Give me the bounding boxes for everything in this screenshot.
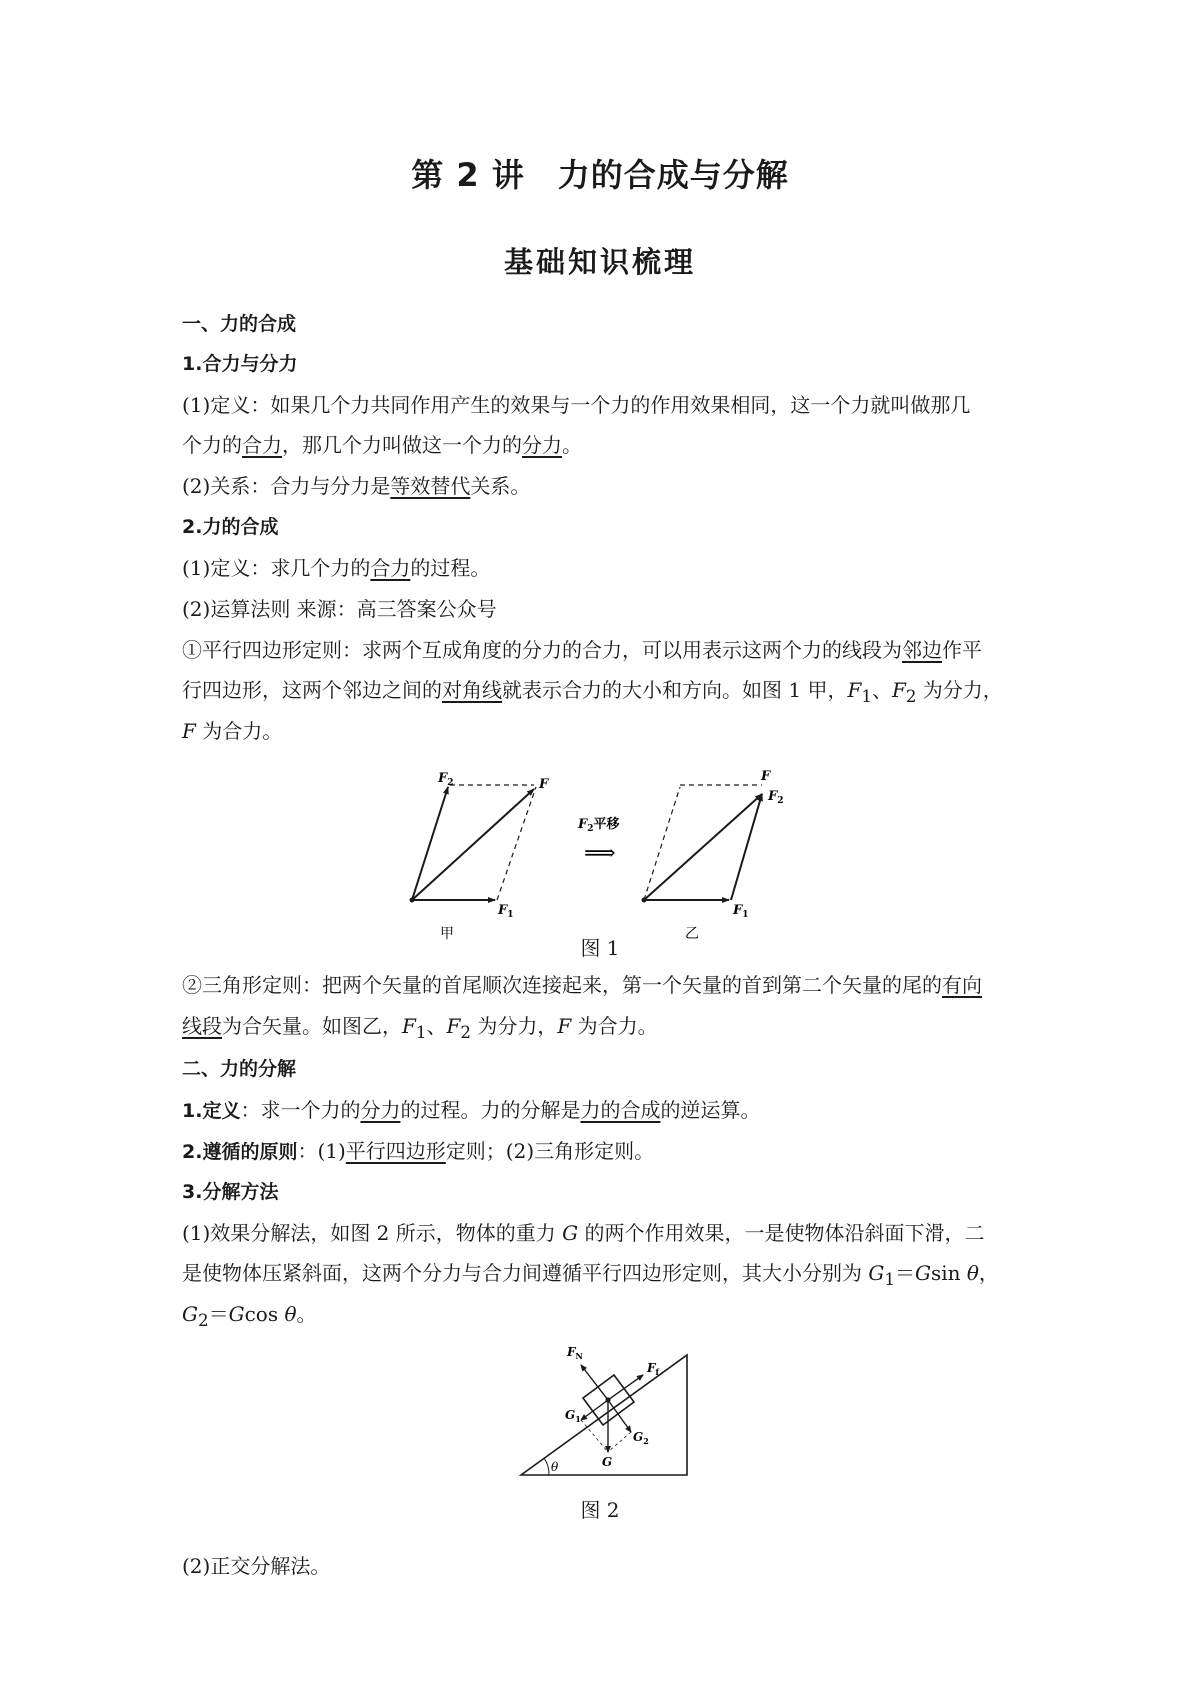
underlined-term: 合力: [370, 556, 411, 580]
underlined-term: 等效替代: [390, 474, 471, 498]
double-arrow-icon: ⟹: [584, 841, 616, 866]
underlined-term: 邻边: [902, 638, 942, 662]
symbol: G: [914, 1261, 931, 1285]
parallelogram-rule-line-3: [182, 717, 1027, 745]
symbol: F: [847, 678, 862, 702]
f2-vector: [731, 794, 762, 900]
text: 作平: [942, 638, 982, 662]
text: 定则；(2)三角形定则。: [445, 1139, 655, 1163]
text: ：(1): [297, 1139, 346, 1163]
subscript: 1: [884, 1270, 895, 1289]
text: 个力的: [182, 433, 242, 457]
text: cos: [244, 1302, 285, 1326]
text: 的过程。力的分解是: [400, 1098, 581, 1122]
subheading-resultant-and-component: 1.合力与分力: [182, 353, 298, 375]
symbol: F: [557, 1014, 572, 1038]
subscript: 1: [861, 687, 872, 706]
parallelogram-rule-line-1: [182, 636, 1027, 664]
parallelogram-jia: [410, 771, 550, 942]
parallelogram-rule-line-2: [182, 676, 1027, 711]
label-f1: $F_1$: [498, 903, 514, 920]
subscript: 1: [415, 1023, 427, 1042]
underlined-term: 力的合成: [580, 1098, 661, 1122]
figure-1-caption: 图 1: [580, 936, 620, 960]
subscript: 2: [460, 1023, 471, 1042]
subheading-composition: 2.力的合成: [182, 516, 279, 538]
definition-line-1: [182, 391, 1027, 419]
g2-component-vector: [608, 1400, 631, 1432]
label-f: F: [761, 769, 771, 784]
text: ，: [978, 1261, 999, 1285]
text: ①平行四边形定则：求两个互成角度的分力的合力，可以用表示这两个力的线段为: [182, 638, 902, 662]
symbol: θ: [966, 1261, 979, 1285]
figure-2-caption: 图 2: [580, 1498, 620, 1522]
figure-1-diagram: [400, 760, 820, 942]
text: 的过程。: [410, 556, 491, 580]
label-jia: 甲: [440, 926, 454, 942]
text: (1)定义：求几个力的: [182, 556, 371, 580]
section-heading-composition: 一、力的合成: [182, 313, 297, 335]
section-heading-decomposition: 二、力的分解: [182, 1058, 297, 1080]
orthogonal-method-line: (2)正交分解法。: [182, 1554, 331, 1578]
symbol: G: [562, 1221, 579, 1245]
dashed-edge: [608, 1432, 631, 1452]
text: ＝: [208, 1302, 229, 1326]
subscript: 2: [197, 1311, 209, 1330]
text: 关系。: [470, 474, 531, 498]
text: ＝: [894, 1261, 915, 1285]
text: 、: [871, 678, 892, 702]
text: 是使物体压紧斜面，这两个分力与合力间遵循平行四边形定则，其大小分别为: [182, 1261, 869, 1285]
label-g: G: [602, 1455, 613, 1469]
decomposition-principle: [182, 1137, 1027, 1166]
text: 为分力，: [471, 1014, 558, 1038]
decomposition-definition: [182, 1096, 1027, 1125]
text: 的两个作用效果，一是使物体沿斜面下滑，二: [578, 1221, 985, 1245]
text: 行四边形，这两个邻边之间的: [182, 678, 442, 702]
label-g1: $G_1$: [565, 1408, 581, 1424]
text: 为合力。: [571, 1014, 658, 1038]
effect-method-line-3: [182, 1300, 1027, 1335]
label-f2: $F_2$: [768, 789, 784, 806]
underlined-term: 合力: [242, 433, 282, 457]
symbol: F: [182, 719, 196, 743]
underlined-term: 线段: [182, 1014, 222, 1038]
text: ②三角形定则：把两个矢量的首尾顺次连接起来，第一个矢量的首到第二个矢量的尾的: [182, 973, 942, 997]
angle-arc: [544, 1458, 549, 1475]
text: 就表示合力的大小和方向。如图 1 甲，: [502, 678, 848, 702]
text: (1)效果分解法，如图 2 所示，物体的重力: [182, 1221, 563, 1245]
shift-indicator: [577, 816, 621, 866]
f-resultant: [644, 794, 762, 900]
label-g2: $G_2$: [633, 1430, 649, 1446]
figure-2-incline-diagram: [515, 1340, 705, 1480]
symbol: G: [228, 1302, 245, 1326]
text: 为合力。: [195, 719, 283, 743]
text: 为合矢量。如图乙，: [222, 1014, 402, 1038]
symbol: F: [446, 1014, 461, 1038]
underlined-term: 对角线: [442, 678, 502, 702]
page-title: 第 2 讲 力的合成与分解: [411, 156, 789, 194]
origin-point: [642, 898, 647, 903]
label-ff: $F_f$: [647, 1361, 659, 1377]
underlined-term: 分力: [522, 433, 562, 457]
effect-method-line-2: [182, 1259, 1027, 1294]
effect-method-line-1: [182, 1219, 1027, 1247]
text: 、: [426, 1014, 447, 1038]
triangle-rule-line-1: [182, 971, 1027, 999]
text: 的逆运算。: [660, 1098, 761, 1122]
subheading-methods: 3.分解方法: [182, 1181, 279, 1203]
text: 。: [562, 433, 582, 457]
underlined-term: 分力: [360, 1098, 401, 1122]
text: ：求一个力的: [240, 1098, 361, 1122]
label: 1.定义: [182, 1100, 241, 1122]
label-f2: $F_2$: [438, 771, 454, 788]
label-fn: $F_N$: [567, 1345, 583, 1361]
text: (2)关系：合力与分力是: [182, 474, 391, 498]
origin-point: [410, 898, 415, 903]
label-yi: 乙: [685, 926, 699, 942]
composition-definition: [182, 554, 1027, 582]
symbol: θ: [284, 1302, 297, 1326]
friction-force-vector: [608, 1375, 643, 1400]
subscript: 2: [905, 687, 917, 706]
label-f2-shift: $F_2$平移: [578, 817, 620, 834]
symbol: G: [868, 1261, 885, 1285]
label-f: F: [539, 777, 549, 792]
underlined-term: 有向: [942, 973, 982, 997]
text: sin: [930, 1261, 967, 1285]
relation-line: [182, 472, 1027, 500]
definition-line-2: [182, 431, 1027, 459]
symbol: G: [182, 1302, 198, 1326]
text: (1)定义：如果几个力共同作用产生的效果与一个力的作用效果相同，这一个力就叫做那几: [182, 393, 971, 417]
text: ，那几个力叫做这一个力的: [282, 433, 522, 457]
symbol: F: [891, 678, 906, 702]
label-f1: $F_1$: [733, 903, 749, 920]
triangle-rule-line-2: [182, 1012, 1027, 1047]
label: 2.遵循的原则: [182, 1141, 298, 1163]
text: 为分力，: [916, 678, 1003, 702]
operation-rule-line: (2)运算法则 来源：高三答案公众号: [182, 597, 497, 621]
triangle-yi: [642, 769, 784, 942]
symbol: F: [402, 1014, 416, 1038]
label-theta: θ: [551, 1460, 559, 1474]
g1-component-vector: [581, 1400, 608, 1420]
text: 。: [296, 1302, 317, 1326]
section-subtitle: 基础知识梳理: [503, 245, 696, 279]
underlined-term: 平行四边形: [345, 1139, 446, 1163]
